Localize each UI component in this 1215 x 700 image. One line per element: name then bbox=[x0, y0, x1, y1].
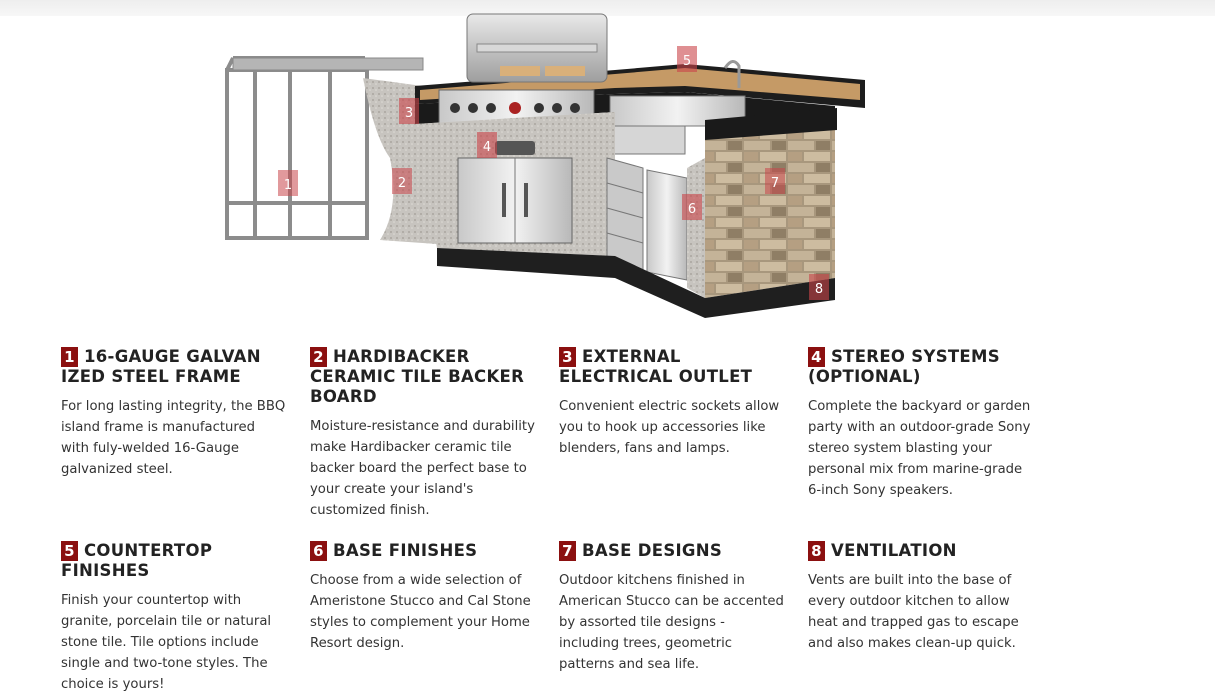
feature-stereo-systems bbox=[808, 347, 1033, 501]
number-badge: 5 bbox=[61, 541, 78, 561]
marker-5[interactable] bbox=[677, 46, 697, 72]
feature-description: Convenient electric sockets allow you to hook up accessories like blenders, fans and lamps. bbox=[559, 399, 780, 456]
svg-text:6: 6 bbox=[687, 202, 697, 217]
feature-description: Outdoor kitchens finished in American Stucco can be accented by assorted tile designs - including trees, geometric patterns and sea life. bbox=[559, 573, 784, 672]
number-badge: 3 bbox=[559, 347, 576, 367]
feature-countertop bbox=[61, 541, 286, 695]
marker-4[interactable] bbox=[477, 132, 497, 158]
number-badge: 7 bbox=[559, 541, 576, 561]
feature-base-designs bbox=[559, 541, 784, 675]
feature-title-text: STEREO SYSTEMS (OPTIONAL) bbox=[808, 347, 1000, 386]
number-badge: 4 bbox=[808, 347, 825, 367]
feature-base-finishes bbox=[310, 541, 535, 654]
feature-title-text: HARDIBACKER CERAMIC TILE BACKER BOARD bbox=[310, 347, 525, 406]
feature-title-text: BASE FINISHES bbox=[333, 541, 478, 560]
number-badge: 6 bbox=[310, 541, 327, 561]
svg-text:2: 2 bbox=[397, 176, 407, 191]
feature-ventilation bbox=[808, 541, 1033, 654]
feature-description: Moisture-resistance and durability make Hardibacker ceramic tile backer board the perfect base to your create your island's customized finish. bbox=[310, 419, 535, 518]
marker-1[interactable] bbox=[278, 170, 298, 196]
marker-8[interactable] bbox=[809, 274, 829, 300]
marker-6[interactable] bbox=[682, 194, 702, 220]
feature-title bbox=[61, 541, 286, 581]
feature-description: Vents are built into the base of every outdoor kitchen to allow heat and trapped gas to escape and also makes clean-up quick. bbox=[808, 573, 1019, 651]
svg-text:8: 8 bbox=[814, 282, 824, 297]
feature-title-text: 16-GAUGE GALVAN IZED STEEL FRAME bbox=[61, 347, 261, 386]
svg-text:5: 5 bbox=[682, 54, 692, 69]
feature-title bbox=[808, 541, 1033, 561]
feature-frame bbox=[61, 347, 286, 480]
svg-text:7: 7 bbox=[770, 176, 780, 191]
feature-title bbox=[310, 347, 535, 407]
bbq-island-illustration bbox=[215, 8, 875, 323]
number-badge: 2 bbox=[310, 347, 327, 367]
feature-title-text: EXTERNAL ELECTRICAL OUTLET bbox=[559, 347, 753, 386]
marker-2[interactable] bbox=[392, 168, 412, 194]
feature-title-text: VENTILATION bbox=[831, 541, 957, 560]
svg-text:3: 3 bbox=[404, 106, 414, 121]
svg-text:1: 1 bbox=[283, 178, 293, 193]
feature-description: Choose from a wide selection of Ameristone Stucco and Cal Stone styles to complement your Home Resort design. bbox=[310, 573, 531, 651]
feature-description: For long lasting integrity, the BBQ island frame is manufactured with fuly-welded 16-Gauge galvanized steel. bbox=[61, 399, 286, 477]
feature-backer-board bbox=[310, 347, 535, 521]
marker-7[interactable] bbox=[765, 168, 785, 194]
number-badge: 1 bbox=[61, 347, 78, 367]
svg-text:4: 4 bbox=[482, 140, 492, 155]
feature-description: Complete the backyard or garden party with an outdoor-grade Sony stereo system blasting your personal mix from marine-grade 6-inch Sony speakers. bbox=[808, 399, 1031, 498]
feature-title bbox=[808, 347, 1033, 387]
feature-title bbox=[310, 541, 535, 561]
feature-title-text: BASE DESIGNS bbox=[582, 541, 723, 560]
feature-electrical-outlet bbox=[559, 347, 784, 459]
number-badge: 8 bbox=[808, 541, 825, 561]
marker-3[interactable] bbox=[399, 98, 419, 124]
feature-title-text: COUNTERTOP FINISHES bbox=[61, 541, 213, 580]
feature-title bbox=[61, 347, 286, 387]
feature-title bbox=[559, 541, 784, 561]
feature-title bbox=[559, 347, 784, 387]
feature-description: Finish your countertop with granite, porcelain tile or natural stone tile. Tile options include single and two-tone styles. The choice is yours! bbox=[61, 593, 272, 692]
